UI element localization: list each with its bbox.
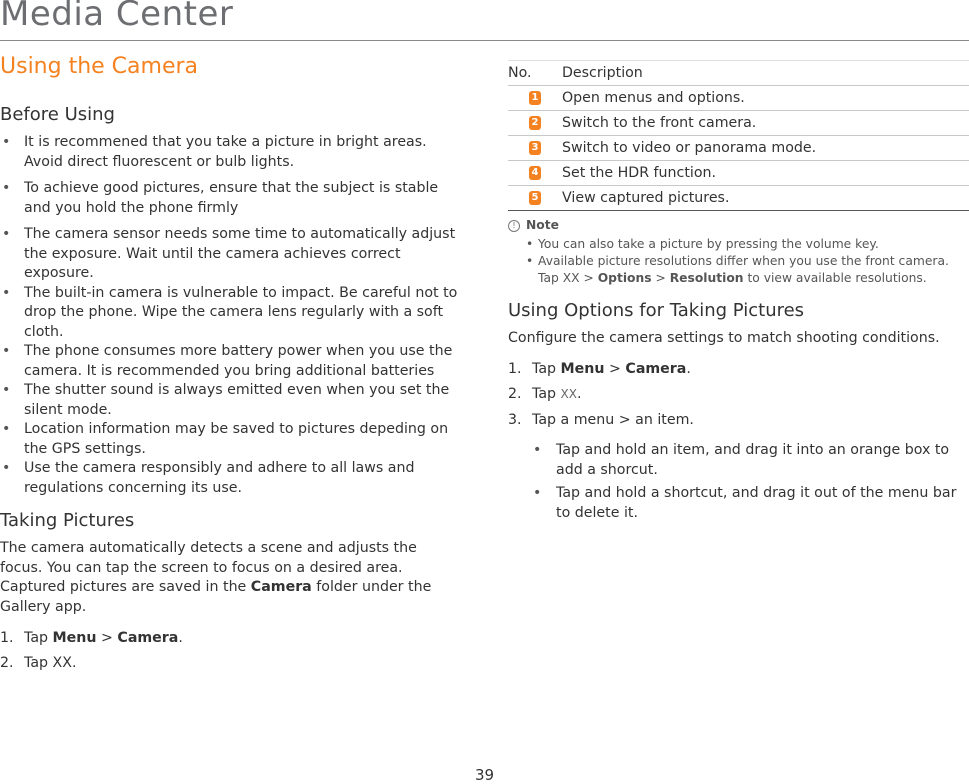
list-item: • Tap and hold a shortcut, and drag it out of the menu bar to delete it. (533, 485, 957, 521)
list-item: • You can also take a picture by pressing the volume key. (526, 237, 879, 251)
options-sub-list (532, 441, 969, 523)
bullet-icon: • (526, 254, 534, 268)
step-item: 2. Tap XX. (508, 386, 582, 402)
settings-icon: XX (560, 387, 577, 401)
step-item: 3. Tap a menu > an item. • Tap and hold an item, and drag it into an orange box to add a shorcut. • Tap and hold a shortcut, and drag it out of the menu bar to delete it. (508, 411, 969, 524)
bullet-icon: • (526, 237, 534, 251)
note-label: Note (526, 218, 559, 232)
table-row (508, 136, 969, 161)
left-column (0, 54, 462, 673)
number-badge-icon: 5 (529, 191, 541, 205)
bullet-icon: • (2, 382, 11, 398)
bullet-icon: • (2, 460, 11, 476)
taking-pictures-title: Taking Pictures (0, 510, 135, 531)
number-badge-icon: 4 (529, 166, 541, 180)
note-list (508, 236, 969, 287)
table-row (508, 161, 969, 186)
bullet-icon: • (2, 134, 11, 150)
info-icon: ! (508, 220, 520, 232)
table-cell: Set the HDR function. (562, 161, 969, 186)
note-box (508, 217, 969, 287)
list-item: • To achieve good pictures, ensure that the subject is stable and you hold the phone firmly (2, 180, 439, 216)
table-row (508, 111, 969, 136)
step-item: 1. Tap Menu > Camera. (0, 630, 183, 646)
list-item: • Location information may be saved to pictures depeding on the GPS settings. (2, 421, 449, 457)
options-intro: Configure the camera settings to match shooting conditions. (508, 330, 940, 346)
list-item: • Available picture resolutions differ when you use the front camera. Tap XX > Options > Resolution to view available resolutions. (526, 254, 949, 285)
page-number: 39 (474, 766, 495, 784)
table-cell: View captured pictures. (562, 186, 969, 211)
number-badge-icon: 1 (529, 91, 541, 105)
options-steps (508, 360, 969, 524)
bullet-icon: • (2, 180, 11, 196)
section-title: Using the Camera (0, 54, 199, 79)
table-cell: Switch to video or panorama mode. (562, 136, 969, 161)
list-item: • The shutter sound is always emitted even when you set the silent mode. (2, 382, 450, 418)
list-item: • Tap and hold an item, and drag it into an orange box to add a shorcut. (533, 442, 950, 478)
column-header-description: Description (562, 61, 969, 86)
taking-pictures-steps (0, 629, 462, 673)
right-column (508, 60, 969, 523)
options-title: Using Options for Taking Pictures (508, 300, 805, 321)
table-cell: Switch to the front camera. (562, 111, 969, 136)
number-badge-icon: 3 (529, 141, 541, 155)
list-item: • Use the camera responsibly and adhere to all laws and regulations concerning its use. (2, 460, 415, 496)
chapter-divider (0, 40, 969, 41)
bullet-icon: • (2, 284, 11, 301)
step-item: 2. Tap XX. (0, 654, 77, 671)
table-cell: Open menus and options. (562, 86, 969, 111)
bullet-icon: • (2, 343, 11, 359)
taking-pictures-paragraph: The camera automatically detects a scene and adjusts the focus. You can tap the screen to focus on a desired area. Captured pictures are saved in the Camera folder under the Gallery app. (0, 540, 432, 615)
number-badge-icon: 2 (529, 116, 541, 130)
before-using-list (0, 133, 462, 498)
step-item: 1. Tap Menu > Camera. (508, 360, 691, 377)
table-row (508, 186, 969, 211)
column-header-no: No. (508, 61, 562, 86)
bullet-icon: • (2, 226, 11, 242)
table-header-row (508, 61, 969, 86)
table-row (508, 86, 969, 111)
bullet-icon: • (533, 485, 542, 501)
bullet-icon: • (533, 442, 542, 458)
list-item: • The camera sensor needs some time to automatically adjust the exposure. Wait until the camera achieves correct exposure. (2, 226, 456, 281)
description-table (508, 60, 969, 211)
list-item: • The phone consumes more battery power when you use the camera. It is recommended you bring additional batteries (2, 343, 453, 379)
list-item: • The built-in camera is vulnerable to impact. Be careful not to drop the phone. Wipe the camera lens regularly with a soft cloth. (2, 284, 458, 340)
bullet-icon: • (2, 421, 11, 437)
before-using-title: Before Using (0, 104, 115, 125)
chapter-title: Media Center (0, 0, 234, 34)
list-item: • It is recommened that you take a picture in bright areas. Avoid direct fluorescent or bulb lights. (2, 134, 427, 170)
